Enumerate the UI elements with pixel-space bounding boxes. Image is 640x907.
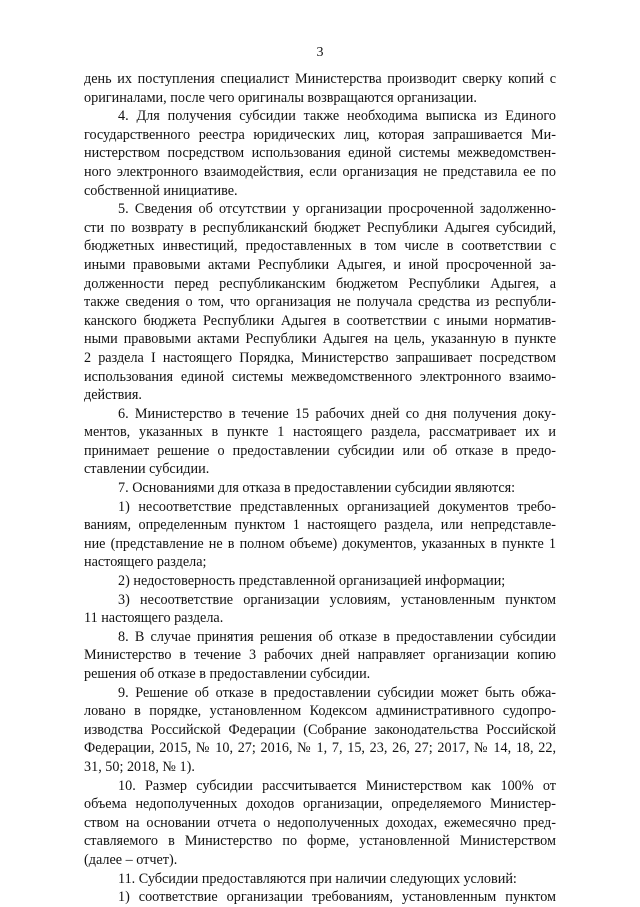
text-line: 11. Субсидии предоставляются при наличии следующих условий: <box>118 870 517 887</box>
text-line: бюджетных инвестиций, предоставленных в том числе в соответствии с <box>84 238 556 255</box>
text-line: ставляемого в Министерство по форме, установленной Министерством <box>84 833 556 850</box>
paragraph <box>84 777 556 870</box>
paragraph <box>84 684 556 777</box>
text-line: ставлении субсидии. <box>84 461 210 478</box>
text-line: собственной инициативе. <box>84 182 238 199</box>
paragraph <box>84 200 556 405</box>
text-line: 6. Министерство в течение 15 рабочих дней со дня получения доку- <box>118 405 556 422</box>
text-line: 10. Размер субсидии рассчитывается Министерством как 100% от <box>118 777 556 794</box>
text-line: также сведения о том, что организация не получала средства из республи- <box>84 294 556 311</box>
text-line: оригиналами, после чего оригиналы возвращаются организации. <box>84 89 477 106</box>
text-line: ловано в порядке, установленном Кодексом административного судопро- <box>84 703 556 720</box>
text-line: ние (представление не в полном объеме) документов, указанных в пункте 1 <box>84 535 556 552</box>
text-line: использования единой системы межведомственного электронного взаимо- <box>84 368 556 385</box>
text-line: 1) несоответствие представленных организацией документов требо- <box>118 498 556 515</box>
text-line: 2 раздела I настоящего Порядка, Министерство запрашивает посредством <box>84 349 556 366</box>
text-line: сти по возврату в республиканский бюджет Республики Адыгея субсидий, <box>84 219 556 236</box>
text-line: действия. <box>84 387 142 404</box>
text-line: долженности перед республиканским бюджетом Республики Адыгея, а <box>84 275 556 292</box>
text-line: 9. Решение об отказе в предоставлении субсидии может быть обжа- <box>118 684 556 701</box>
text-line: ваниям, определенным пунктом 1 настоящего раздела, или непредставле- <box>84 517 556 534</box>
text-line: 11 настоящего раздела. <box>84 610 224 627</box>
text-line: Министерство в течение 3 рабочих дней направляет организации копию <box>84 647 556 664</box>
text-line: 1) соответствие организации требованиям, установленным пунктом <box>118 889 556 906</box>
text-line: принимает решение о предоставлении субсидии или об отказе в предо- <box>84 442 556 459</box>
paragraph <box>84 591 556 628</box>
text-line: ными правовыми актами Республики Адыгея на цель, указанную в пункте <box>84 331 556 348</box>
paragraph <box>84 107 556 200</box>
text-line: ством на основании отчета о недополученных доходах, ежемесячно пред- <box>84 814 556 831</box>
paragraph <box>84 479 556 498</box>
text-line: 31, 50; 2018, № 1). <box>84 758 195 775</box>
text-line: 5. Сведения об отсутствии у организации просроченной задолженно- <box>118 201 556 218</box>
text-line: канского бюджета Республики Адыгея в соответствии с иными норматив- <box>84 312 556 329</box>
document-body <box>84 70 556 907</box>
paragraph <box>84 70 556 107</box>
text-line: настоящего раздела; <box>84 554 207 571</box>
text-line: изводства Российской Федерации (Собрание законодательства Российской <box>84 721 556 738</box>
text-line: 2) недостоверность представленной организацией информации; <box>118 573 506 590</box>
text-line: государственного реестра юридических лиц, которая запрашивается Ми- <box>84 126 556 143</box>
text-line: день их поступления специалист Министерства производит сверку копий с <box>84 71 556 87</box>
text-line: объема недополученных доходов организации, определяемого Министер- <box>84 796 556 813</box>
page-number: 3 <box>316 45 324 60</box>
paragraph <box>84 870 556 889</box>
text-line: 7. Основаниями для отказа в предоставлении субсидии являются: <box>118 480 516 497</box>
text-line: ментов, указанных в пункте 1 настоящего раздела, рассматривает их и <box>84 424 556 441</box>
text-line: 4. Для получения субсидии также необходима выписка из Единого <box>118 108 556 125</box>
text-line: Федерации, 2015, № 10, 27; 2016, № 1, 7, 15, 23, 26, 27; 2017, № 14, 18, 22, <box>84 740 556 757</box>
text-line: 8. В случае принятия решения об отказе в предоставлении субсидии <box>118 628 556 645</box>
text-line: (далее – отчет). <box>84 851 178 868</box>
text-line: иными правовыми актами Республики Адыгея, и иной просроченной за- <box>84 256 556 273</box>
text-line: нистерством посредством использования единой системы межведомствен- <box>84 145 556 162</box>
paragraph <box>84 498 556 572</box>
paragraph <box>84 628 556 684</box>
text-line: решения об отказе в предоставлении субсидии. <box>84 666 371 682</box>
text-line: 3) несоответствие организации условиям, установленным пунктом <box>118 591 556 608</box>
text-line: ного электронного взаимодействия, если организация не представила ее по <box>84 163 556 180</box>
paragraph <box>84 572 556 591</box>
paragraph <box>84 888 556 907</box>
paragraph <box>84 405 556 479</box>
